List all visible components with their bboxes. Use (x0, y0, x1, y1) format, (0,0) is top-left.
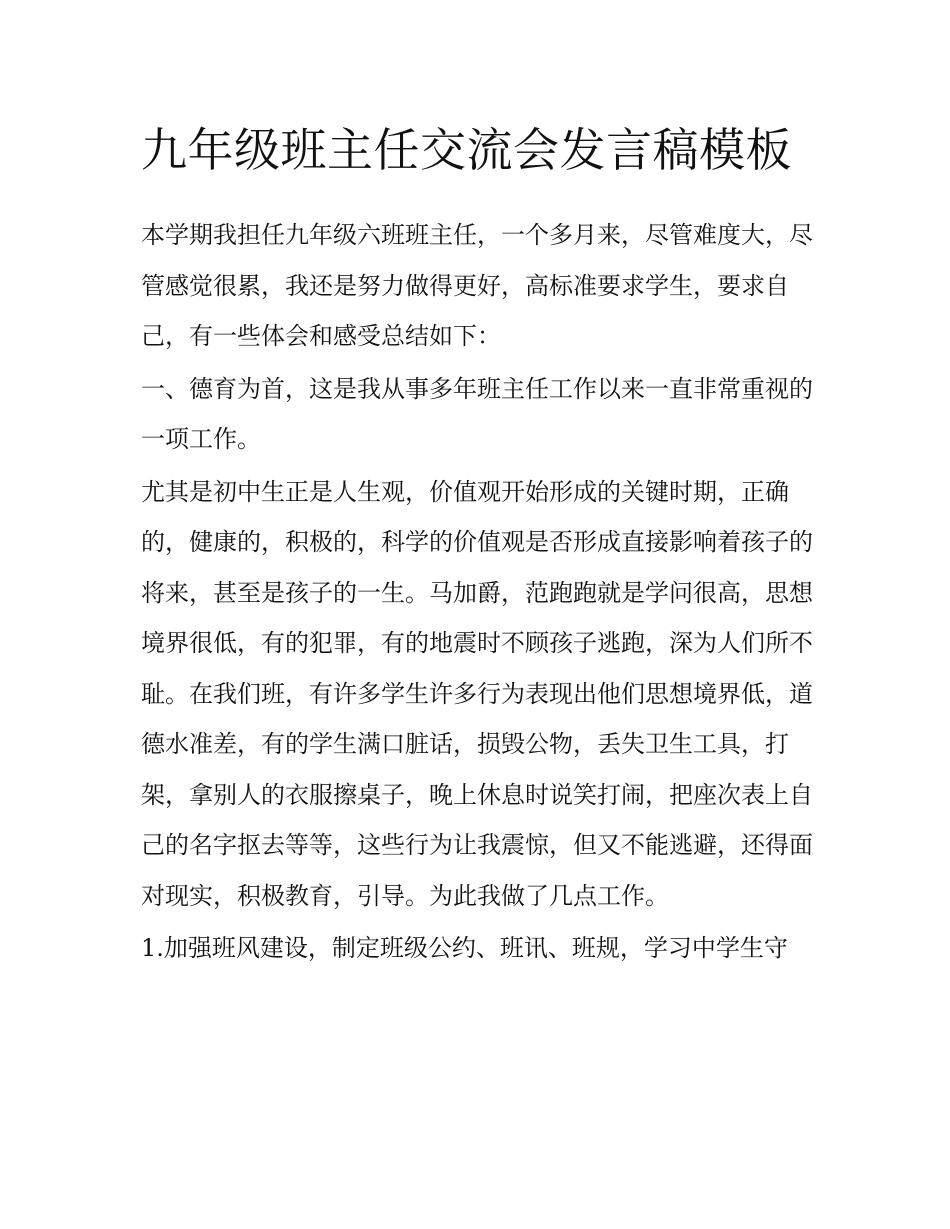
document-body (141, 112, 813, 974)
paragraph-intro: 本学期我担任九年级六班班主任，一个多月来，尽管难度大，尽管感觉很累，我还是努力做得更好，高标准要求学生，要求自己，有一些体会和感受总结如下： (141, 221, 813, 350)
paragraph-values-discussion: 尤其是初中生正是人生观，价值观开始形成的关键时期，正确的，健康的，积极的，科学的价值观是否形成直接影响着孩子的将来，甚至是孩子的一生。马加爵，范跑跑就是学问很高，思想境界很低，有的犯罪，有的地震时不顾孩子逃跑，深为人们所不耻。在我们班，有许多学生许多行为表现出他们思想境界低，道德水准差，有的学生满口脏话，损毁公物，丢失卫生工具，打架，拿别人的衣服擦桌子，晚上休息时说笑打闹，把座次表上自己的名字抠去等等，这些行为让我震惊，但又不能逃避，还得面对现实，积极教育，引导。为此我做了几点工作。 (141, 477, 813, 910)
paragraph-class-style-item: 1.加强班风建设，制定班级公约、班讯、班规，学习中学生守 (141, 934, 788, 962)
document-title: 九年级班主任交流会发言稿模板 (141, 123, 792, 177)
paragraph-moral-education-heading: 一、德育为首，这是我从事多年班主任工作以来一直非常重视的一项工作。 (141, 374, 813, 453)
